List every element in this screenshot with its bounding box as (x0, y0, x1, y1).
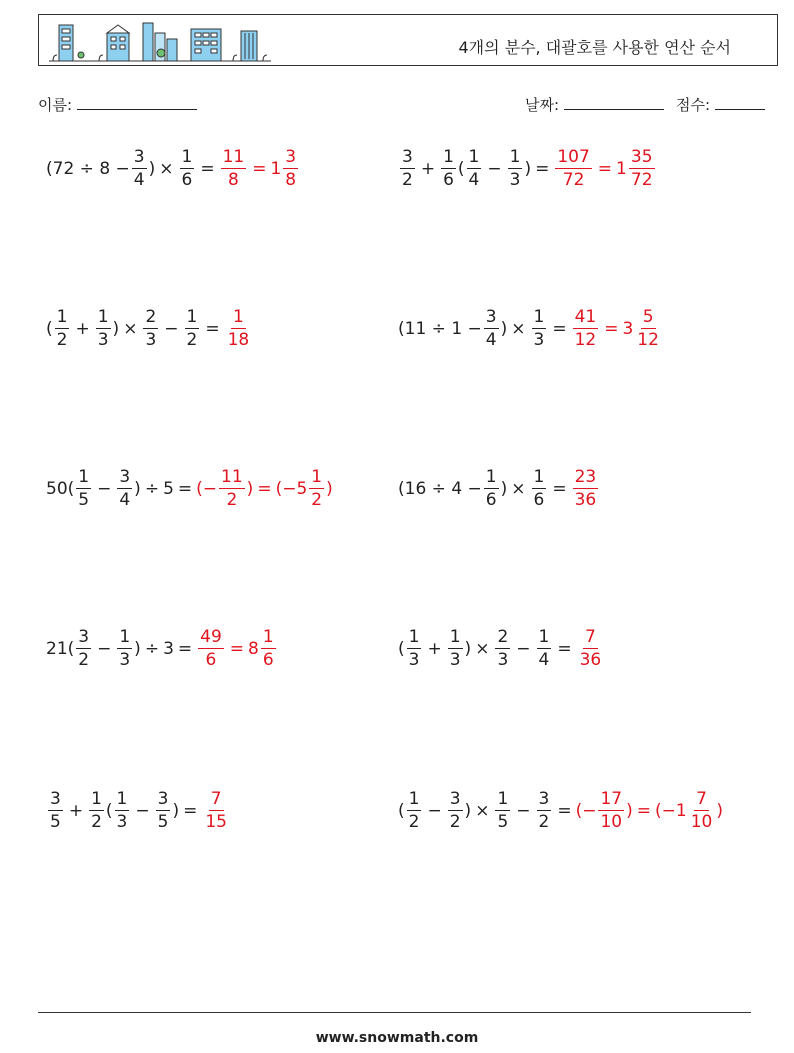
footer-divider (38, 1012, 751, 1013)
answer-3: $\frac{1}{18}$ (227, 307, 250, 350)
problem-6: (16 ÷ 4 − $\frac{1}{6}$ ) × $\frac{1}{6}$ = $\frac{23}{36}$ (398, 462, 600, 516)
worksheet-title: 4개의 분수, 대괄호를 사용한 연산 순서 (458, 38, 731, 57)
problem-5: 50( $\frac{1}{5}$ − $\frac{3}{4}$ ) ÷ 5 = (− $\frac{11}{2}$ ) = (−5 $\frac{1}{2}$ ) (46, 467, 333, 510)
problem-4: (11 ÷ 1 − $\frac{3}{4}$ ) × $\frac{1}{3}$ = $\frac{41}{12}$ = 3 $\frac{5}{12}$ (398, 302, 663, 356)
name-label: 이름: (38, 96, 73, 114)
problem-8: ( $\frac{1}{3}$ + $\frac{1}{3}$ ) × $\frac{2}{3}$ − $\frac{1}{4}$ = $\frac{7}{36}$ (398, 622, 605, 676)
score-blank[interactable] (715, 95, 765, 110)
answer-5: (− $\frac{11}{2}$ ) = (−5 $\frac{1}{2}$ ) (196, 467, 333, 510)
problem-3: ( $\frac{1}{2}$ + $\frac{1}{3}$ ) × $\frac{2}{3}$ − $\frac{1}{2}$ = $\frac{1}{18}$ (46, 302, 253, 356)
answer-10: (− $\frac{17}{10}$ ) = (−1 $\frac{7}{10}$ ) (575, 789, 723, 832)
date-label: 날짜: (525, 96, 560, 114)
problem-2: $\frac{3}{2}$ + $\frac{1}{6}$ ( $\frac{1}{4}$ − $\frac{1}{3}$ ) = $\frac{107}{72}$ = 1 $\frac{35}{72}$ (398, 142, 657, 196)
name-blank[interactable] (77, 95, 197, 110)
answer-9: $\frac{7}{15}$ (205, 789, 227, 832)
score-label: 점수: (676, 96, 711, 114)
problem-7: 21( $\frac{3}{2}$ − $\frac{1}{3}$ ) ÷ 3 = $\frac{49}{6}$ = 8 $\frac{1}{6}$ (46, 622, 278, 676)
name-field (38, 94, 197, 115)
answer-6: $\frac{23}{36}$ (574, 467, 597, 510)
answer-4: $\frac{41}{12}$ = 3 $\frac{5}{12}$ (574, 307, 659, 350)
answer-7: $\frac{49}{6}$ = 8 $\frac{1}{6}$ (200, 627, 274, 670)
answer-8: $\frac{7}{36}$ (579, 627, 602, 670)
date-field (525, 94, 664, 115)
worksheet-header (38, 14, 778, 66)
problem-1: (72 ÷ 8 − $\frac{3}{4}$ ) × $\frac{1}{6}$ = $\frac{11}{8}$ = 1 $\frac{3}{8}$ (46, 142, 300, 196)
problem-9: $\frac{3}{5}$ + $\frac{1}{2}$ ( $\frac{1}{3}$ − $\frac{3}{5}$ ) = $\frac{7}{15}$ (46, 784, 231, 838)
city-buildings-icon (45, 19, 275, 63)
problem-10: ( $\frac{1}{2}$ − $\frac{3}{2}$ ) × $\frac{1}{5}$ − $\frac{3}{2}$ = (− $\frac{17}{10}$ ) = (−1 $\frac{7}{10}$ ) (398, 789, 723, 832)
answer-2: $\frac{107}{72}$ = 1 $\frac{35}{72}$ (557, 147, 653, 190)
score-field (676, 94, 765, 115)
answer-1: $\frac{11}{8}$ = 1 $\frac{3}{8}$ (222, 147, 297, 190)
date-blank[interactable] (564, 95, 664, 110)
footer-site[interactable]: www.snowmath.com (315, 1030, 479, 1046)
